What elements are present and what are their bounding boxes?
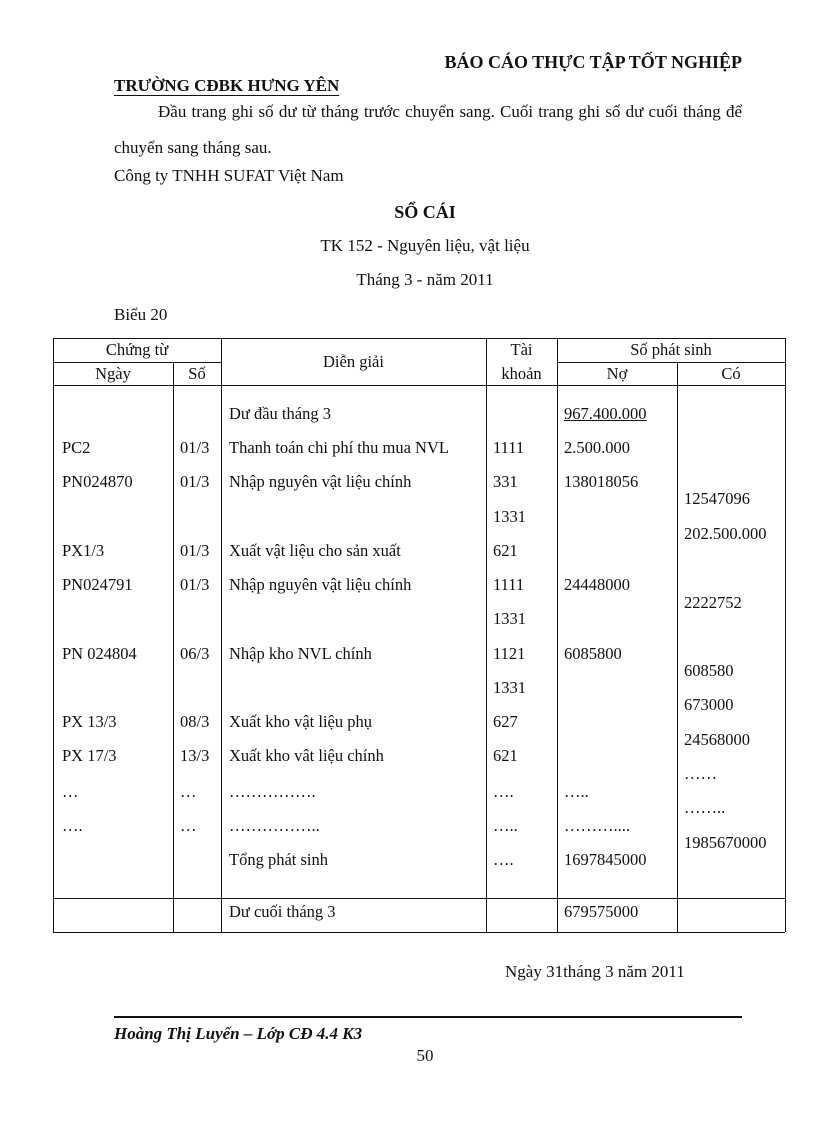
form-label: Biểu 20 [114, 305, 168, 324]
total-debit: 1697845000 [564, 850, 647, 869]
company-name: Công ty TNHH SUFAT Việt Nam [114, 166, 344, 185]
account-cell: 331 [493, 472, 518, 491]
header-account-line1: Tài [510, 340, 533, 359]
table-border-top [53, 338, 785, 339]
credit-cell: 24568000 [684, 730, 750, 749]
account-cell: 1111 [493, 438, 525, 457]
voucher-date: … [62, 782, 79, 801]
header-date: Ngày [95, 364, 131, 383]
account-cell: 627 [493, 712, 518, 731]
credit-cell: 608580 [684, 661, 734, 680]
header-bottom-rule [53, 385, 785, 386]
description-cell: Xuất vật liệu cho sản xuất [229, 541, 401, 560]
description-cell: …………….. [229, 816, 320, 835]
voucher-date: PN024791 [62, 575, 133, 594]
voucher-number: 06/3 [180, 644, 210, 663]
voucher-date: PX 13/3 [62, 712, 117, 731]
description-cell: Xuất kho vật liệu phụ [229, 712, 372, 731]
col-divider-desc-account [486, 338, 487, 932]
description-cell: Xuất kho vât liệu chính [229, 746, 384, 765]
footer-divider [114, 1016, 742, 1018]
voucher-date: PX1/3 [62, 541, 105, 560]
account-cell: 621 [493, 541, 518, 560]
header-description: Diễn giải [323, 352, 384, 371]
voucher-number: 01/3 [180, 575, 210, 594]
school-name: TRƯỜNG CĐBK HƯNG YÊN [114, 76, 340, 95]
table-border-left [53, 338, 54, 932]
credit-cell: 2222752 [684, 593, 742, 612]
header-credit: Có [721, 364, 741, 383]
closing-balance-debit: 679575000 [564, 902, 639, 921]
header-account-line2: khoản [501, 364, 542, 383]
account-cell: 621 [493, 746, 518, 765]
debit-cell: 24448000 [564, 575, 630, 594]
col-divider-account-debit [557, 338, 558, 932]
signature-date: Ngày 31tháng 3 năm 2011 [505, 962, 685, 981]
credit-cell: 673000 [684, 695, 734, 714]
intro-paragraph: Đầu trang ghi số dư từ tháng trước chuyển sang. Cuối trang ghi số dư cuối tháng để chuyển sang tháng sau. [114, 102, 742, 157]
report-title: BÁO CÁO THỰC TẬP TỐT NGHIỆP [444, 52, 742, 72]
credit-cell: 202.500.000 [684, 524, 767, 543]
header-debit: Nợ [606, 364, 628, 383]
col-divider-number-desc [221, 338, 222, 932]
debit-cell: 6085800 [564, 644, 622, 663]
description-cell: Nhập kho NVL chính [229, 644, 372, 663]
header-voucher: Chứng từ [105, 340, 169, 359]
total-label: Tổng phát sinh [229, 850, 328, 869]
voucher-number: 01/3 [180, 472, 210, 491]
debit-cell: 2.500.000 [564, 438, 630, 457]
voucher-date: PN 024804 [62, 644, 137, 663]
account-cell: 1331 [493, 609, 526, 628]
description-cell: Nhập nguyên vật liệu chính [229, 472, 412, 491]
col-divider-debit-credit [677, 362, 678, 932]
voucher-number: 13/3 [180, 746, 210, 765]
description-cell: ……………. [229, 782, 316, 801]
account-cell: …. [493, 782, 514, 801]
account-cell: …. [493, 850, 514, 869]
voucher-number: 08/3 [180, 712, 210, 731]
credit-cell: 12547096 [684, 489, 750, 508]
credit-cell: …… [684, 764, 717, 783]
description-cell: Thanh toán chi phí thu mua NVL [229, 438, 449, 457]
closing-balance-label: Dư cuối tháng 3 [229, 902, 336, 921]
table-border-right [785, 338, 786, 932]
footer-author: Hoàng Thị Luyến – Lớp CĐ 4.4 K3 [114, 1024, 363, 1043]
header-divider-left [53, 362, 221, 363]
account-cell: ….. [493, 816, 518, 835]
ledger-period: Tháng 3 - năm 2011 [356, 270, 494, 289]
account-cell: 1111 [493, 575, 525, 594]
description-cell: Dư đầu tháng 3 [229, 404, 331, 423]
voucher-number: 01/3 [180, 541, 210, 560]
total-credit: 1985670000 [684, 833, 767, 852]
voucher-date: PC2 [62, 438, 91, 457]
account-cell: 1331 [493, 678, 526, 697]
voucher-date: PX 17/3 [62, 746, 117, 765]
table-border-bottom [53, 932, 785, 933]
description-cell: Nhập nguyên vật liệu chính [229, 575, 412, 594]
voucher-number: 01/3 [180, 438, 210, 457]
voucher-date: PN024870 [62, 472, 133, 491]
body-bottom-rule [53, 898, 785, 899]
debit-cell: ……….... [564, 816, 630, 835]
col-divider-date-number [173, 362, 174, 932]
debit-cell: 138018056 [564, 472, 639, 491]
header-amounts: Số phát sinh [630, 340, 712, 359]
voucher-date: …. [62, 816, 83, 835]
debit-cell: ….. [564, 782, 589, 801]
account-cell: 1331 [493, 507, 526, 526]
page-number: 50 [416, 1046, 434, 1065]
account-cell: 1121 [493, 644, 526, 663]
ledger-title: SỔ CÁI [394, 202, 456, 222]
credit-cell: …….. [684, 798, 726, 817]
header-number: Số [188, 364, 206, 383]
voucher-number: … [180, 782, 197, 801]
voucher-number: … [180, 816, 197, 835]
ledger-account: TK 152 - Nguyên liệu, vật liệu [320, 236, 530, 255]
opening-debit-balance: 967.400.000 [564, 404, 647, 423]
header-divider-right [557, 362, 785, 363]
